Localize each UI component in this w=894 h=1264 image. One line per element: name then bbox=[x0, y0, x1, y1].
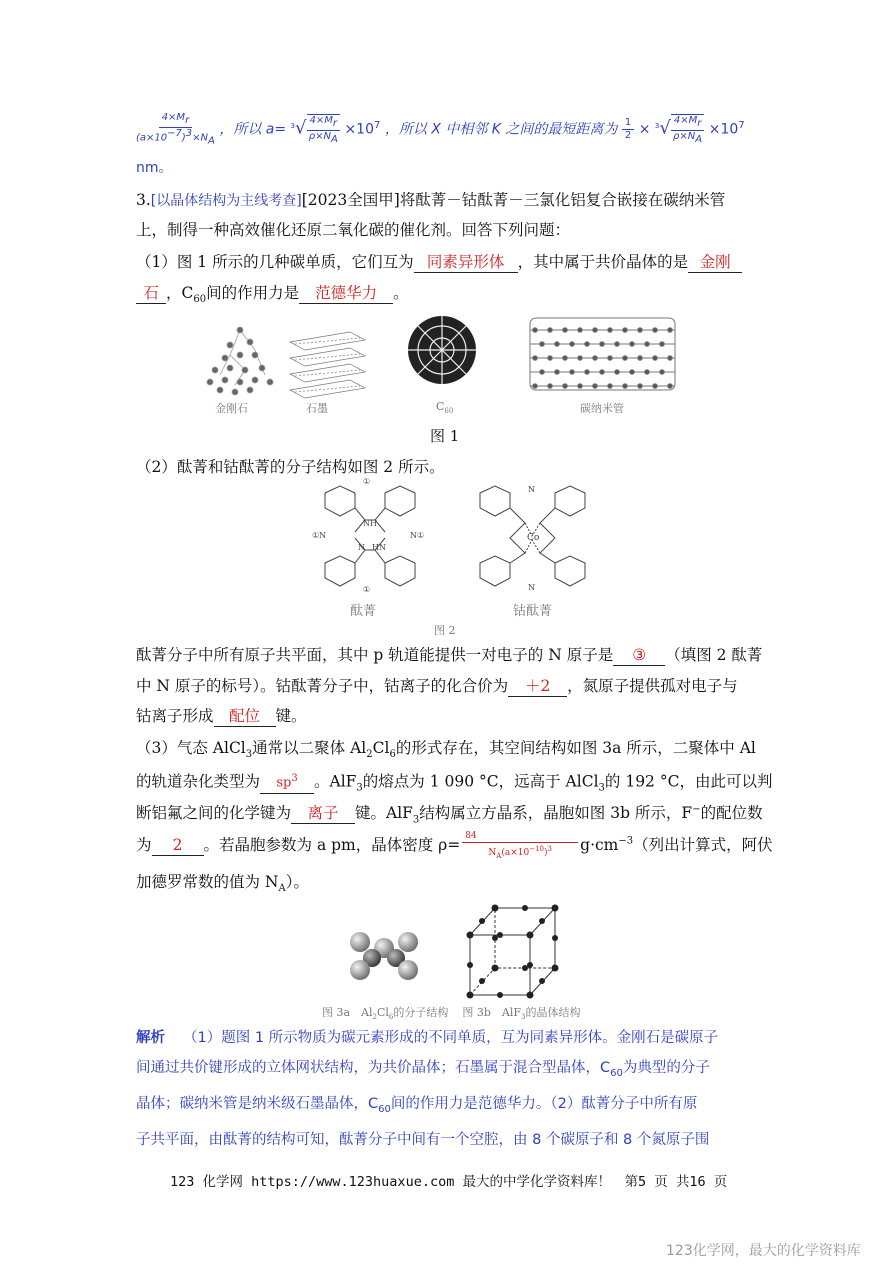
fig1-label-diamond: 金刚石 bbox=[215, 402, 248, 415]
answer-hybridization: $sp^3$ bbox=[260, 769, 314, 794]
svg-text:HN: HN bbox=[372, 543, 386, 552]
q3-part3-line5: 加德罗常数的值为 $N_A$）。 bbox=[136, 873, 309, 895]
analysis-section bbox=[136, 1023, 766, 1155]
q3-part2-line2: 中 N 原子的标号）。钴酞菁分子中，钴离子的化合价为 ＋2 ，氮原子提供孤对电子与 bbox=[136, 677, 738, 695]
analysis-label: 解析 bbox=[136, 1030, 165, 1046]
watermark-text: 123化学网，最大的化学资料库 bbox=[666, 1243, 861, 1259]
q3-part3-line3: 断铝氟之间的化学键为 离子 键。AlF$_3$结构属立方晶系，晶胞如图 3b 所示，F−的配位数 bbox=[136, 804, 763, 826]
nanotube-structure bbox=[530, 318, 675, 390]
q3-part3-line4: 为 2 。若晶胞参数为 a pm，晶体密度 ρ= $\frac{84}{N_A(a\times 10^{-10})^3}$ $g\cdot cm^{-3}$（列出计算式，阿伏 bbox=[136, 831, 773, 860]
fig2-caption: 图 2 bbox=[434, 624, 456, 637]
q3-part2-line3: 钴离子形成 配位 键。 bbox=[136, 707, 307, 725]
q3-stem-line1: 3.[以晶体结构为主线考查][2023全国甲]将酞菁－钴酞菁－三氯化铝复合嵌接在碳纳米管 bbox=[136, 191, 726, 209]
analysis-line4: 子共平面，由酞菁的结构可知，酞菁分子中间有一个空腔，由 8 个碳原子和 8 个氮原子围 bbox=[136, 1131, 710, 1148]
figure-3 bbox=[340, 900, 580, 1000]
answer-bond-type: 配位 bbox=[214, 706, 276, 727]
al2cl6-molecule bbox=[350, 932, 418, 980]
answer-chemical-bond: 离子 bbox=[291, 803, 355, 824]
analysis-line3: 晶体；碳纳米管是纳米级石墨晶体，$C_{60}$间的作用力是范德华力。（2）酞菁分子中所有原 bbox=[136, 1095, 698, 1115]
svg-text:N①: N① bbox=[410, 531, 425, 540]
q3-part2-line1: 酞菁分子中所有原子共平面，其中 p 轨道能提供一对电子的 N 原子是 ③ （填图 2 酞菁 bbox=[136, 646, 763, 664]
analysis-line1: 解析 （1）题图 1 所示物质为碳元素形成的不同单质，互为同素异形体。金刚石是碳原子 bbox=[136, 1030, 719, 1046]
fig1-label-nanotube: 碳纳米管 bbox=[580, 402, 624, 415]
c60-structure bbox=[408, 316, 476, 384]
figure-2 bbox=[300, 478, 600, 598]
phthalocyanine-structure bbox=[312, 478, 424, 594]
q3-part1-line1: （1）图 1 所示的几种碳单质，它们互为 同素异形体 ，其中属于共价晶体的是 金刚 bbox=[136, 252, 742, 273]
svg-text:NH: NH bbox=[363, 519, 377, 528]
answer-force: 范德华力 bbox=[299, 283, 393, 304]
top-formula: $\frac{4\times M_r}{(a\times 10^{-7})^3\times N_A}$ ，所以 a= $^3$√ $\frac{4\times M_r}{\rho\times N_A}$ $\times 10^7$ ，所以 X 中相邻 K 之间的最短距离为 $\frac{1}{2}$ × $^3$√ $\frac{4\times M_r}{\rho\times N_A}$ $\times 10^7$ bbox=[136, 112, 745, 147]
answer-covalent-crystal-a: 金刚 bbox=[688, 252, 742, 273]
analysis-line2: 间通过共价键形成的立体网状结构，为共价晶体；石墨属于混合型晶体，$C_{60}$为典型的分子 bbox=[136, 1060, 710, 1079]
answer-covalent-crystal-b: 石 bbox=[136, 283, 166, 304]
molar-fraction: $\frac{4\times M_r}{(a\times 10^{-7})^3\times N_A}$ bbox=[136, 112, 215, 147]
page-footer: 123 化学网 https://www.123huaxue.com 最大的中学化学资料库！ 第5 页 共16 页 bbox=[170, 1174, 728, 1190]
q3-stem-line2: 上，制得一种高效催化还原二氧化碳的催化剂。回答下列问题： bbox=[136, 221, 571, 239]
svg-text:①N: ①N bbox=[312, 531, 327, 540]
q3-part3-line1: （3）气态 AlCl$_3$通常以二聚体 $Al_2Cl_6$的形式存在，其空间结构如图 3a 所示，二聚体中 Al bbox=[136, 739, 756, 761]
top-formula-unit: nm。 bbox=[136, 160, 173, 176]
answer-allotrope: 同素异形体 bbox=[414, 252, 518, 273]
q3-part2-intro: （2）酞菁和钴酞菁的分子结构如图 2 所示。 bbox=[136, 458, 445, 476]
svg-text:Co: Co bbox=[527, 533, 540, 543]
fig1-caption: 图 1 bbox=[430, 427, 460, 445]
answer-valence: ＋2 bbox=[508, 676, 567, 697]
svg-text:N: N bbox=[528, 485, 535, 494]
fig1-label-c60: $C_{60}$ bbox=[436, 400, 454, 416]
answer-n-atom: ③ bbox=[613, 645, 665, 666]
fig2-label-phthalocyanine: 酞菁 bbox=[350, 604, 377, 619]
graphite-structure bbox=[290, 332, 365, 398]
q3-part1-line2: 石 ，$C_{60}$间的作用力是 范德华力 。 bbox=[136, 283, 409, 310]
svg-text:N: N bbox=[358, 543, 365, 552]
answer-coordination-number: 2 bbox=[152, 835, 204, 856]
fig2-label-cobalt-phthalocyanine: 钴酞菁 bbox=[513, 604, 553, 619]
q3-part3-line2: 的轨道杂化类型为 $sp^3$ 。AlF$_3$的熔点为 1 090 °C，远高于 AlCl$_3$的 192 °C，由此可以判 bbox=[136, 769, 772, 798]
svg-text:①: ① bbox=[363, 585, 371, 594]
svg-text:N: N bbox=[528, 583, 535, 592]
cobalt-phthalocyanine-structure bbox=[480, 485, 585, 592]
fig3-caption: 图 3a $Al_2Cl_6$的分子结构 图 3b AlF$_3$的晶体结构 bbox=[322, 1006, 581, 1022]
answer-density-formula: $\frac{84}{N_A(a\times 10^{-10})^3}$ bbox=[465, 830, 575, 862]
svg-text:①: ① bbox=[363, 478, 371, 486]
diamond-structure bbox=[207, 327, 273, 395]
fig1-label-graphite: 石墨 bbox=[306, 402, 328, 415]
